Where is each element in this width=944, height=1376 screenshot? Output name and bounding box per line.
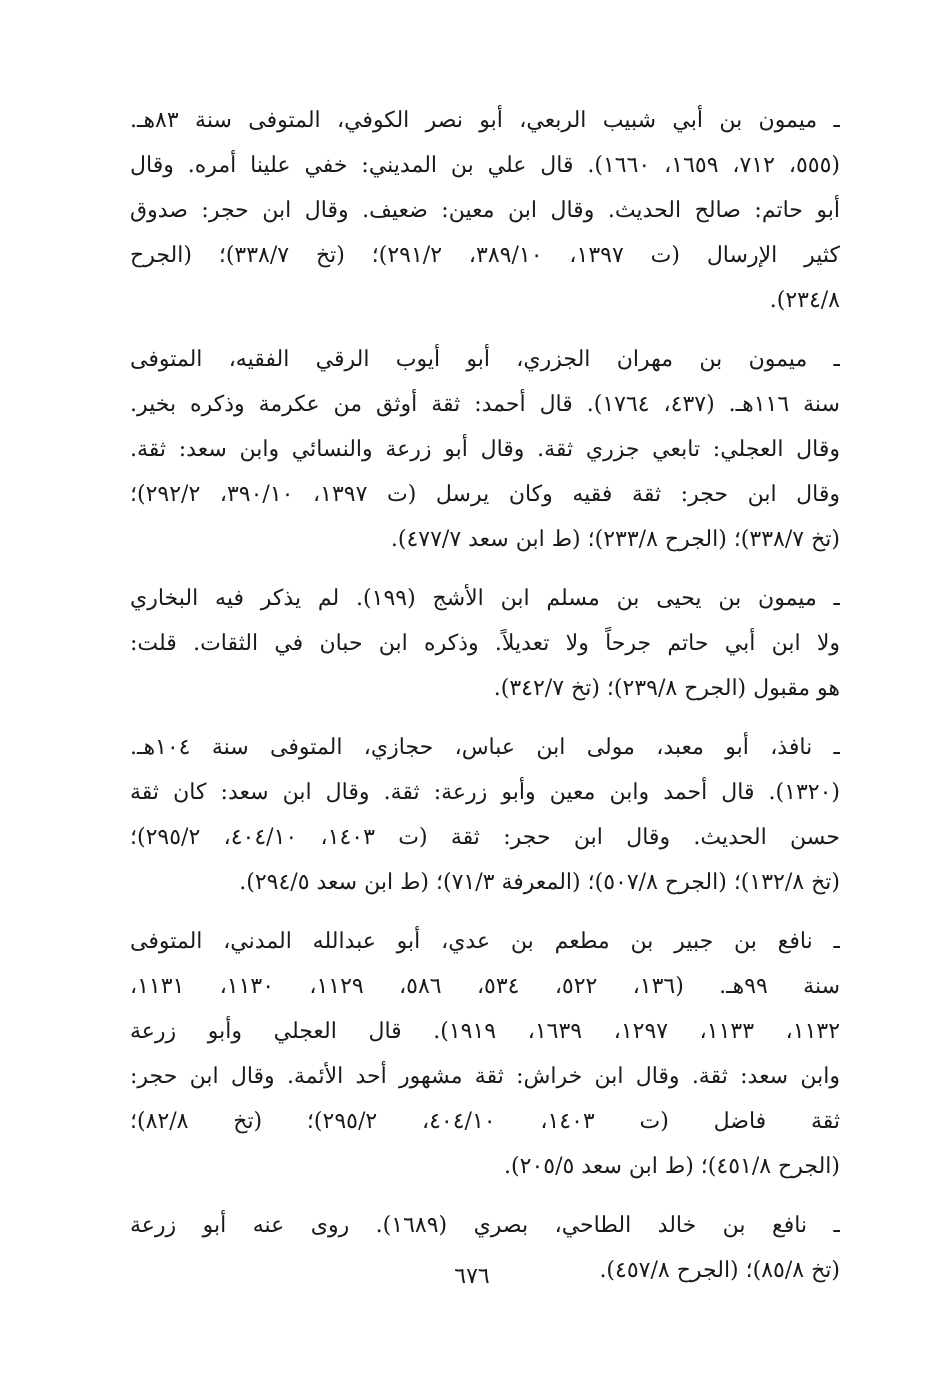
- text-line: ـ ميمون بن يحيى بن مسلم ابن الأشج (١٩٩). لم يذكر فيه البخاري: [130, 586, 840, 611]
- text-line: ٢٣٤/٨).: [769, 288, 840, 313]
- text-line: (تخ ٣٣٨/٧)؛ (الجرح ٢٣٣/٨)؛ (ط ابن سعد ٤٧٧/٧).: [390, 527, 840, 552]
- text-line: ـ نافع بن خالد الطاحي، بصري (١٦٨٩). روى عنه أبو زرعة: [130, 1213, 840, 1238]
- text-line: (٥٥٥، ٧١٢، ١٦٥٩، ١٦٦٠). قال علي بن المديني: خفي علينا أمره. وقال: [130, 153, 840, 178]
- page-body: [130, 98, 840, 1307]
- text-line: هو مقبول (الجرح ٢٣٩/٨)؛ (تخ ٣٤٢/٧).: [493, 676, 840, 701]
- entry-nafi-ibn-jubayr: [130, 919, 840, 1189]
- text-line: ـ نافع بن جبير بن مطعم بن عدي، أبو عبدالله المدني، المتوفى: [130, 929, 840, 954]
- text-line: كثير الإرسال (ت ١٣٩٧، ٣٨٩/١٠، ٢٩١/٢)؛ (تخ ٣٣٨/٧)؛ (الجرح: [130, 243, 840, 268]
- entry-maymun-ibn-mihran: [130, 337, 840, 562]
- text-line: ـ ميمون بن مهران الجزري، أبو أيوب الرقي الفقيه، المتوفى: [130, 347, 840, 372]
- text-line: (تخ ٨٥/٨)؛ (الجرح ٤٥٧/٨).: [599, 1258, 840, 1283]
- text-line: حسن الحديث. وقال ابن حجر: ثقة (ت ١٤٠٣، ٤٠٤/١٠، ٢٩٥/٢)؛: [130, 825, 840, 850]
- text-line: (١٣٢٠). قال أحمد وابن معين وأبو زرعة: ثقة. وقال ابن سعد: كان ثقة: [130, 780, 840, 805]
- entry-maymun-ibn-abi-shabib: [130, 98, 840, 323]
- text-line: (الجرح ٤٥١/٨)؛ (ط ابن سعد ٢٠٥/٥).: [504, 1154, 840, 1179]
- text-line: وقال ابن حجر: ثقة فقيه وكان يرسل (ت ١٣٩٧، ٣٩٠/١٠، ٢٩٢/٢)؛: [130, 482, 840, 507]
- text-line: سنة ١١٦هـ. (٤٣٧، ١٧٦٤). قال أحمد: ثقة أوثق من عكرمة وذكره بخير.: [130, 392, 840, 417]
- text-line: (تخ ١٣٢/٨)؛ (الجرح ٥٠٧/٨)؛ (المعرفة ٧١/٣)؛ (ط ابن سعد ٢٩٤/٥).: [239, 870, 840, 895]
- text-line: ـ ميمون بن أبي شبيب الربعي، أبو نصر الكوفي، المتوفى سنة ٨٣هـ.: [130, 108, 840, 133]
- text-line: وقال العجلي: تابعي جزري ثقة. وقال أبو زرعة والنسائي وابن سعد: ثقة.: [130, 437, 840, 462]
- text-line: أبو حاتم: صالح الحديث. وقال ابن معين: ضعيف. وقال ابن حجر: صدوق: [130, 198, 840, 223]
- text-line: ـ نافذ، أبو معبد، مولى ابن عباس، حجازي، المتوفى سنة ١٠٤هـ.: [130, 735, 840, 760]
- page-number: ٦٧٦: [454, 1264, 490, 1289]
- entry-nafidh-abu-mabad: [130, 725, 840, 905]
- text-line: ولا ابن أبي حاتم جرحاً ولا تعديلاً. وذكره ابن حبان في الثقات. قلت:: [130, 631, 840, 656]
- text-line: ثقة فاضل (ت ١٤٠٣، ٤٠٤/١٠، ٢٩٥/٢)؛ (تخ ٨٢/٨)؛: [130, 1109, 840, 1134]
- entry-maymun-ibn-yahya: [130, 576, 840, 711]
- text-line: سنة ٩٩هـ. (١٣٦، ٥٢٢، ٥٣٤، ٥٨٦، ١١٢٩، ١١٣٠، ١١٣١،: [130, 974, 840, 999]
- text-line: ١١٣٢، ١١٣٣، ١٢٩٧، ١٦٣٩، ١٩١٩). قال العجلي وأبو زرعة: [130, 1019, 840, 1044]
- text-line: وابن سعد: ثقة. وقال ابن خراش: ثقة مشهور أحد الأئمة. وقال ابن حجر:: [130, 1064, 840, 1089]
